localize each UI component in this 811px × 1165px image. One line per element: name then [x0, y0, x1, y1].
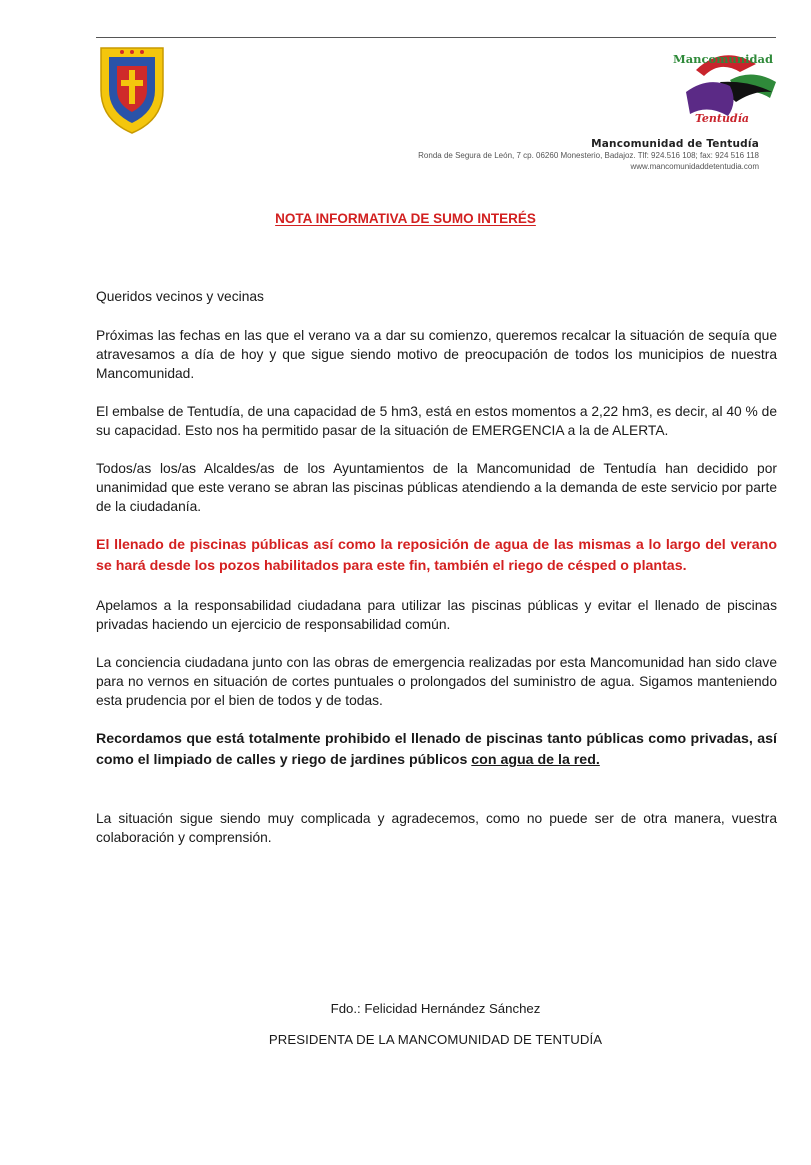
prohibition-text: Recordamos que está totalmente prohibido el llenado de piscinas tanto públicas como privadas, así como el limpiado de calles y riego de jardines públicos — [96, 731, 777, 768]
paragraph-closing: La situación sigue siendo muy complicada y agradecemos, como no puede ser de otra manera, vuestra colaboración y comprensión. — [96, 811, 777, 845]
header-rule — [96, 37, 776, 38]
signature-name: Fdo.: Felicidad Hernández Sánchez — [330, 1001, 541, 1016]
organization-address: Ronda de Segura de León, 7 cp. 06260 Monesterio, Badajoz. Tlf: 924.516 108; fax: 924 516 118 — [418, 151, 759, 160]
mancomunidad-logo-icon — [668, 42, 778, 126]
paragraph-drought: Próximas las fechas en las que el verano va a dar su comienzo, queremos recalcar la situación de sequía que atravesamos a día de hoy y que sigue siendo motivo de preocupación de todos los municipios de nuestra Mancomunidad. — [96, 328, 777, 381]
document-title: NOTA INFORMATIVA DE SUMO INTERÉS — [275, 211, 536, 226]
paragraph-wells-notice: El llenado de piscinas públicas así como la reposición de agua de las mismas a lo largo del verano se hará desde los pozos habilitados para este fin, también el riego de césped o plantas. — [96, 537, 777, 574]
paragraph-reservoir: El embalse de Tentudía, de una capacidad de 5 hm3, está en estos momentos a 2,22 hm3, es decir, al 40 % de su capacidad. Esto nos ha permitido pasar de la situación de EMERGENCIA a la de ALERTA. — [96, 404, 777, 438]
paragraph-prohibition — [96, 729, 777, 771]
municipal-crest-icon — [97, 44, 167, 136]
paragraph-responsibility: Apelamos a la responsabilidad ciudadana para utilizar las piscinas públicas y evitar el llenado de piscinas privadas haciendo un ejercicio de responsabilidad común. — [96, 598, 777, 632]
logo-bottom-text: Tentudía — [695, 112, 749, 125]
prohibition-underlined: con agua de la red. — [471, 752, 600, 768]
greeting: Queridos vecinos y vecinas — [96, 289, 264, 304]
paragraph-awareness: La conciencia ciudadana junto con las obras de emergencia realizadas por esta Mancomunidad han sido clave para no vernos en situación de cortes puntuales o prolongados del suministro de agua. Sigamos manteniendo esta prudencia por el bien de todos y de todas. — [96, 655, 777, 708]
organization-website: www.mancomunidaddetentudia.com — [630, 162, 759, 171]
paragraph-pools-decision: Todos/as los/as Alcaldes/as de los Ayuntamientos de la Mancomunidad de Tentudía han decidido por unanimidad que este verano se abran las piscinas públicas atendiendo a la demanda de este servicio por parte de la ciudadanía. — [96, 461, 777, 514]
organization-name: Mancomunidad de Tentudía — [591, 138, 759, 150]
signature-role: PRESIDENTA DE LA MANCOMUNIDAD DE TENTUDÍA — [268, 1032, 603, 1047]
organization-block — [418, 138, 759, 172]
document-body — [96, 287, 777, 847]
logo-top-text: Mancomunidad — [672, 52, 774, 66]
mancomunidad-logo — [668, 42, 778, 126]
